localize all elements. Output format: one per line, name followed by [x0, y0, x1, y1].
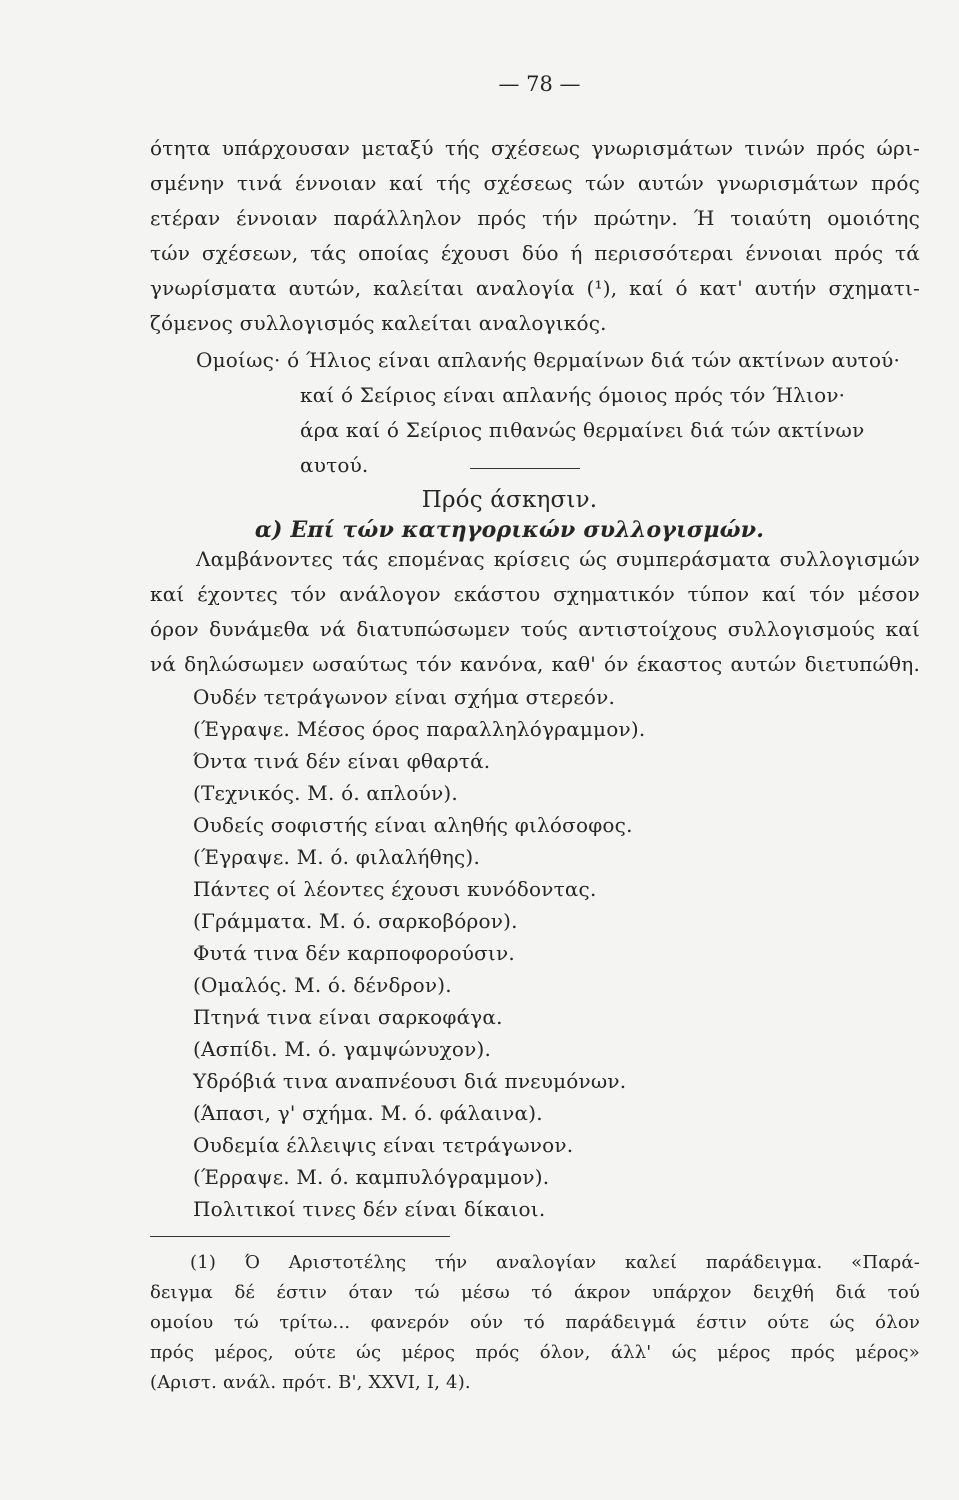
footnote-rule: [150, 1236, 450, 1237]
exercise-hint: (Έγραψε. Μ. ό. φιλαλήθης).: [193, 845, 480, 869]
section-subheading: α) Επί τών κατηγορικών συλλογισμών.: [254, 517, 765, 543]
text-line: καί έχοντες τόν ανάλογον εκάστου σχηματικόν τύπον καί τόν μέσον: [150, 582, 920, 606]
exercise-hint: (Άπασι, γ' σχήμα. Μ. ό. φάλαινα).: [193, 1101, 543, 1125]
footnote-line: ομοίου τώ τρίτω... φανερόν ούν τό παράδειγμά έστιν ούτε ώς όλον: [150, 1312, 920, 1333]
text-line: νά δηλώσωμεν ωσαύτως τόν κανόνα, καθ' όν έκαστος αυτών διετυπώθη.: [150, 652, 920, 676]
exercise-line: Όντα τινά δέν είναι φθαρτά.: [193, 749, 491, 773]
exercise-hint: (Τεχνικός. Μ. ό. απλούν).: [193, 781, 458, 805]
exercise-line: Πτηνά τινα είναι σαρκοφάγα.: [193, 1005, 503, 1029]
text-line: ότητα υπάρχουσαν μεταξύ τής σχέσεως γνωρισμάτων τινών πρός ώρι-: [150, 136, 920, 160]
exercise-hint: (Έρραψε. Μ. ό. καμπυλόγραμμον).: [193, 1165, 550, 1189]
page-number: — 78 —: [498, 72, 581, 96]
section-heading: Πρός άσκησιν.: [421, 487, 598, 513]
text-line: ζόμενος συλλογισμός καλείται αναλογικός.: [150, 311, 607, 335]
footnote-line: δειγμα δέ έστιν όταν τώ μέσω τό άκρον υπάρχον δειχθή διά τού: [150, 1282, 920, 1303]
example-line: άρα καί ό Σείριος πιθανώς θερμαίνει διά τών ακτίνων: [300, 418, 865, 442]
exercise-line: Ουδείς σοφιστής είναι αληθής φιλόσοφος.: [193, 813, 633, 837]
separator-rule: [470, 468, 580, 469]
text-line: τών σχέσεων, τάς οποίας έχουσι δύο ή περισσότεραι έννοιαι πρός τά: [150, 241, 920, 265]
text-line: όρον δυνάμεθα νά διατυπώσωμεν τούς αντιστοίχους συλλογισμούς καί: [150, 617, 920, 641]
footnote-line: (Αριστ. ανάλ. πρότ. Β', XXVI, I, 4).: [150, 1372, 471, 1393]
footnote-line: πρός μέρος, ούτε ώς μέρος πρός όλον, άλλ' ώς μέρος πρός μέρος»: [150, 1342, 920, 1363]
example-line: καί ό Σείριος είναι απλανής όμοιος πρός τόν Ήλιον·: [300, 383, 846, 407]
text-line: Λαμβάνοντες τάς επομένας κρίσεις ώς συμπεράσματα συλλογισμών: [196, 547, 920, 571]
text-line: σμένην τινά έννοιαν καί τής σχέσεως τών αυτών γνωρισμάτων πρός: [150, 171, 920, 195]
exercise-hint: (Ασπίδι. Μ. ό. γαμψώνυχον).: [193, 1037, 492, 1061]
exercise-line: Πολιτικοί τινες δέν είναι δίκαιοι.: [193, 1197, 546, 1221]
example-line: αυτού.: [300, 453, 369, 477]
exercise-line: Φυτά τινα δέν καρποφορούσιν.: [193, 941, 515, 965]
exercise-hint: (Γράμματα. Μ. ό. σαρκοβόρον).: [193, 909, 518, 933]
exercise-hint: (Έγραψε. Μέσος όρος παραλληλόγραμμον).: [193, 717, 646, 741]
exercise-line: Πάντες οί λέοντες έχουσι κυνόδοντας.: [193, 877, 597, 901]
text-line: γνωρίσματα αυτών, καλείται αναλογία (¹), καί ό κατ' αυτήν σχηματι-: [150, 276, 920, 300]
exercise-line: Ουδέν τετράγωνον είναι σχήμα στερεόν.: [193, 685, 616, 709]
example-line: Ομοίως· ό Ήλιος είναι απλανής θερμαίνων διά τών ακτίνων αυτού·: [196, 348, 901, 372]
exercise-line: Υδρόβιά τινα αναπνέουσι διά πνευμόνων.: [193, 1069, 627, 1093]
exercise-hint: (Ομαλός. Μ. ό. δένδρον).: [193, 973, 452, 997]
text-line: ετέραν έννοιαν παράλληλον πρός τήν πρώτην. Ή τοιαύτη ομοιότης: [150, 206, 920, 230]
footnote-line: (1) Ό Αριστοτέλης τήν αναλογίαν καλεί παράδειγμα. «Παρά-: [190, 1252, 920, 1273]
exercise-line: Ουδεμία έλλειψις είναι τετράγωνον.: [193, 1133, 574, 1157]
